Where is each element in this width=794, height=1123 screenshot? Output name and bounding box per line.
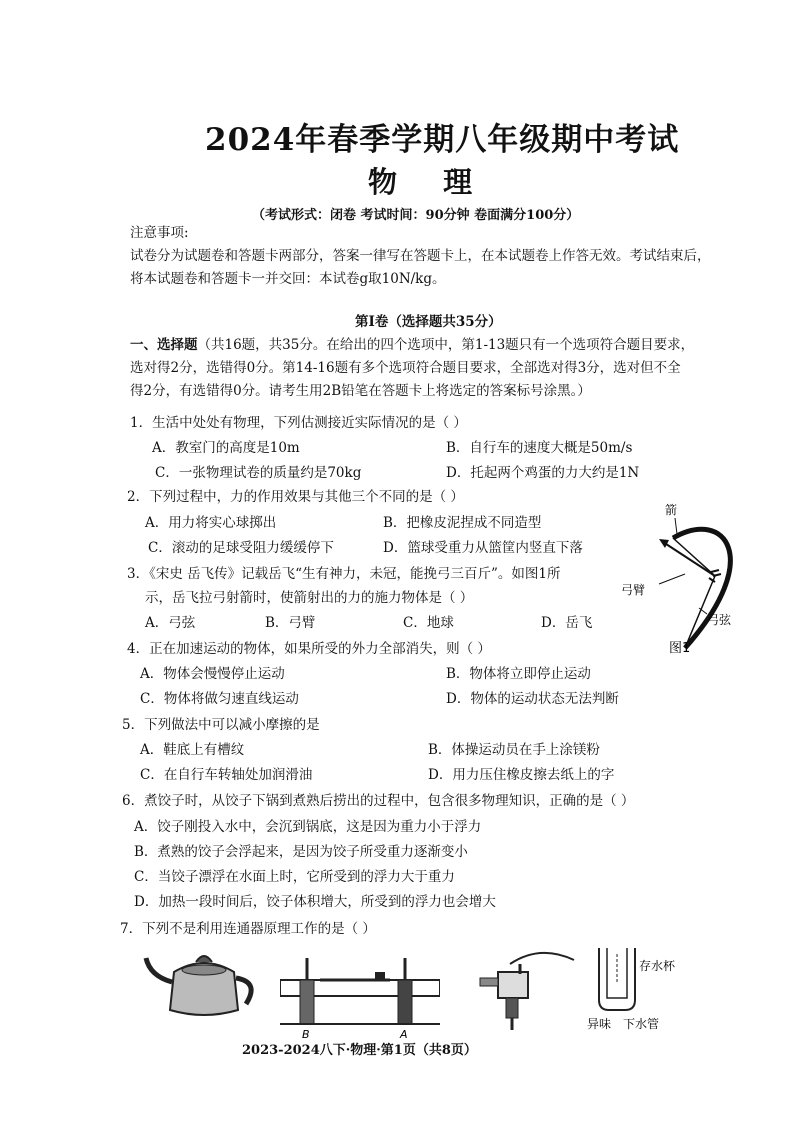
q7-label-a: A	[400, 1028, 408, 1040]
q7-stem: 7．下列不是利用连通器原理工作的是（ ）	[120, 921, 376, 937]
q7-label-pipe: 下水管	[623, 1017, 660, 1031]
q6-option-c: C．当饺子漂浮在水面上时，它所受到的浮力大于重力	[134, 869, 455, 885]
figure1-label-string: 弓弦	[707, 613, 732, 627]
q5-option-d: D．用力压住橡皮擦去纸上的字	[428, 767, 615, 783]
q2-option-a: A．用力将实心球掷出	[145, 515, 277, 531]
section-intro-3: 得2分，有选错得0分。请考生用2B铅笔在答题卡上将选定的答案标号涂黑。）	[130, 383, 591, 399]
q5-option-b: B．体操运动员在手上涂镁粉	[428, 742, 600, 758]
q3-option-d: D．岳飞	[541, 615, 593, 631]
q5-option-a: A．鞋底上有槽纹	[140, 742, 245, 758]
q3-option-b: B．弓臂	[265, 615, 316, 631]
q3-stem-2: 示，岳飞拉弓射箭时，使箭射出的力的施力物体是（ ）	[145, 590, 474, 606]
q3-stem-1: 3．《宋史 岳飞传》记载岳飞“生有神力，未冠，能挽弓三百斤”。如图1所	[127, 566, 561, 582]
arrow-head	[659, 539, 669, 548]
q1-option-a: A．教室门的高度是10m	[152, 440, 300, 456]
q3-option-c: C．地球	[403, 615, 454, 631]
section-intro-label: 一、选择题	[130, 337, 198, 353]
figure1-label-arrow: 箭	[665, 503, 678, 517]
q7-label-smell: 异味	[587, 1017, 612, 1031]
section-intro-text: （共16题，共35分。在给出的四个选项中，第1-13题只有一个选项符合题目要求，	[197, 337, 695, 353]
section-heading: 第Ⅰ卷（选择题共35分）	[355, 314, 502, 330]
q6-option-a: A．饺子刚投入水中，会沉到锅底，这是因为重力小于浮力	[134, 819, 482, 835]
q2-option-c: C．滚动的足球受阻力缓缓停下	[148, 540, 334, 556]
q4-option-b: B．物体将立即停止运动	[446, 666, 591, 682]
exam-info: （考试形式：闭卷 考试时间：90分钟 卷面满分100分）	[252, 208, 580, 223]
q7-drain-trap-image	[585, 944, 695, 1034]
q7-teapot-image	[140, 944, 270, 1024]
q2-stem: 2．下列过程中，力的作用效果与其他三个不同的是（ ）	[127, 489, 464, 505]
q1-option-d: D．托起两个鸡蛋的力大约是1N	[446, 465, 640, 481]
q4-option-d: D．物体的运动状态无法判断	[446, 691, 619, 707]
q6-option-b: B．煮熟的饺子会浮起来，是因为饺子所受重力逐渐变小	[134, 844, 468, 860]
q1-option-c: C．一张物理试卷的质量约是70kg	[155, 465, 362, 481]
bow-string	[673, 538, 715, 648]
q7-faucet-image	[470, 944, 580, 1034]
q6-stem: 6．煮饺子时，从饺子下锅到煮熟后捞出的过程中，包含很多物理知识，正确的是（ ）	[122, 793, 635, 809]
q4-stem: 4．正在加速运动的物体，如果所受的外力全部消失，则（ ）	[127, 641, 491, 657]
q7-ship-lock-image	[280, 950, 440, 1040]
section-intro-2: 选对得2分，选错得0分。第14-16题有多个选项符合题目要求，全部选对得3分，选对但不全	[130, 360, 681, 376]
q7-label-cup: 存水杯	[639, 959, 676, 973]
q4-option-c: C．物体将做匀速直线运动	[140, 691, 299, 707]
q2-option-b: B．把橡皮泥捏成不同造型	[383, 515, 542, 531]
figure1-label-arm: 弓臂	[621, 583, 646, 597]
q2-option-d: D．篮球受重力从篮筐内竖直下落	[383, 540, 583, 556]
notes-line-2: 将本试题卷和答题卡一并交回：本试卷g取10N/kg。	[130, 271, 446, 287]
q5-stem: 5．下列做法中可以减小摩擦的是	[122, 717, 320, 733]
section-intro-1	[130, 334, 694, 357]
q4-option-a: A．物体会慢慢停止运动	[140, 666, 285, 682]
q3-option-a: A．弓弦	[145, 615, 196, 631]
bow-arm	[673, 529, 730, 648]
q7-label-b: B	[302, 1028, 310, 1040]
notes-heading: 注意事项:	[130, 225, 189, 241]
page-footer: 2023-2024八下·物理·第1页（共8页）	[242, 1043, 477, 1058]
exam-title: 2024年春季学期八年级期中考试	[205, 122, 680, 158]
q5-option-c: C．在自行车转轴处加润滑油	[140, 767, 313, 783]
notes-line-1: 试卷分为试题卷和答题卡两部分，答案一律写在答题卡上，在本试题卷上作答无效。考试结束后，	[130, 248, 711, 264]
figure1-caption: 图1	[669, 641, 691, 656]
q6-option-d: D．加热一段时间后，饺子体积增大，所受到的浮力也会增大	[134, 894, 496, 910]
subject-title: 物 理	[368, 165, 491, 199]
q1-stem: 1．生活中处处有物理，下列估测接近实际情况的是（ ）	[130, 415, 467, 431]
arrow-shaft	[663, 542, 715, 576]
q1-option-b: B．自行车的速度大概是50m/s	[446, 440, 633, 456]
figure1-bow-diagram	[615, 498, 765, 658]
